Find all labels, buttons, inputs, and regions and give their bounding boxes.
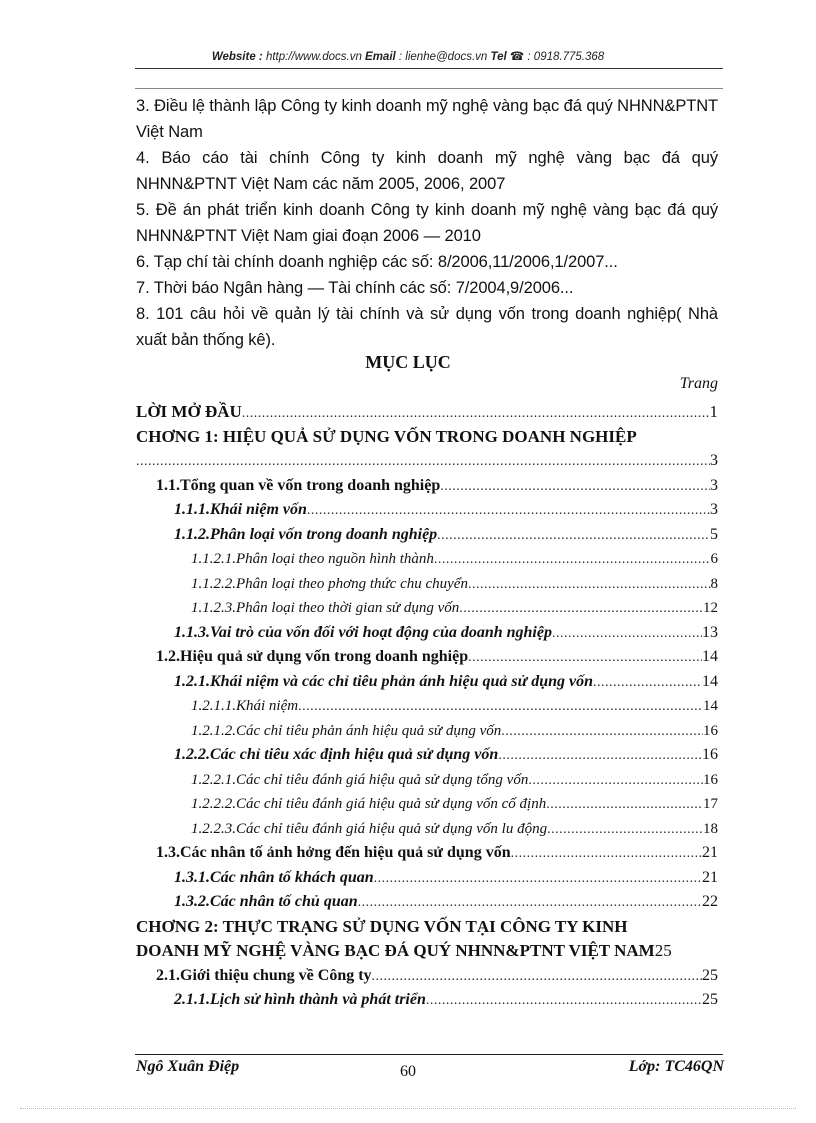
toc-entry: 1.1.2.1.Phân loại theo nguồn hình thành ..... 6 — [136, 547, 718, 572]
toc-entry: 1.3.Các nhân tố ảnh hởng đến hiệu quả sử dụng vốn ..... 21 — [136, 841, 718, 866]
reference-list — [136, 93, 718, 353]
toc-entry-chapter-1-title: CHƠNG 1: HIỆU QUẢ SỬ DỤNG VỐN TRONG DOANH NGHIỆP — [136, 426, 637, 446]
toc-entry: 1.3.1.Các nhân tố khách quan ..... 21 — [136, 866, 718, 891]
toc-entry: 1.3.2.Các nhân tố chủ quan ..... 22 — [136, 890, 718, 915]
email-label: Email — [365, 51, 396, 63]
toc-entry: 1.2.2.3.Các chỉ tiêu đánh giá hiệu quả sử dụng vốn lu động ..... 18 — [136, 817, 718, 842]
reference-item: 5. Đề án phát triển kinh doanh Công ty kinh doanh mỹ nghệ vàng bạc đá quý NHNN&PTNT Việt Nam giai đoạn 2006 — 2010 — [136, 201, 718, 245]
toc-entry: 1.2.1.1.Khái niệm ..... 14 — [136, 694, 718, 719]
website-label: Website : — [211, 51, 263, 63]
email-address: : lienhe@docs.vn — [395, 51, 491, 63]
header-divider-secondary — [135, 88, 723, 89]
toc-entry-intro: LỜI MỞ ĐẦU ..... 1 — [136, 400, 718, 425]
toc-entry: 1.2.2.2.Các chỉ tiêu đánh giá hiệu quả sử dụng vốn cố định ..... 17 — [136, 792, 718, 817]
footer-class: Lớp: TC46QN — [628, 1058, 724, 1075]
toc-entry: 1.1.1.Khái niệm vốn ..... 3 — [136, 498, 718, 523]
toc-entry: 2.1.1.Lịch sử hình thành và phát triển ..... 25 — [136, 988, 718, 1013]
reference-item: 8. 101 câu hỏi về quản lý tài chính và sử dụng vốn trong doanh nghiệp( Nhà xuất bản thống kê). — [136, 305, 718, 349]
toc-entry: 1.1.2.3.Phân loại theo thời gian sử dụng vốn ..... 12 — [136, 596, 718, 621]
tel-number: : 0918.775.368 — [524, 51, 605, 63]
footer-author: Ngô Xuân Điệp — [136, 1058, 240, 1075]
toc-entry: 1.2.2.Các chỉ tiêu xác định hiệu quả sử dụng vốn ..... 16 — [136, 743, 718, 768]
toc-entry-chapter-2-title-cont: DOANH MỸ NGHỆ VÀNG BẠC ĐÁ QUÝ NHNN&PTNT VIỆT NAM 25 — [136, 941, 672, 960]
reference-item: 7. Thời báo Ngân hàng — Tài chính các số: 7/2004,9/2006... — [136, 279, 574, 297]
toc-entry: 1.1.2.2.Phân loại theo phơng thức chu chuyển ..... 8 — [136, 572, 718, 597]
page-header — [0, 49, 816, 63]
header-divider — [135, 68, 723, 69]
table-of-contents — [136, 400, 718, 1013]
toc-entry: 1.2.1.2.Các chỉ tiêu phản ánh hiệu quả sử dụng vốn ..... 16 — [136, 719, 718, 744]
website-url: http://www.docs.vn — [262, 51, 366, 63]
toc-entry: 1.1.3.Vai trò của vốn đối với hoạt động của doanh nghiệp ..... 13 — [136, 621, 718, 646]
page-bottom-border — [20, 1108, 796, 1109]
toc-entry-chapter-2-title: CHƠNG 2: THỰC TRẠNG SỬ DỤNG VỐN TẠI CÔNG TY KINH — [136, 916, 628, 936]
footer-divider — [135, 1054, 723, 1055]
tel-label: Tel ☎ — [490, 51, 525, 63]
toc-entry: 1.2.1.Khái niệm và các chỉ tiêu phản ánh hiệu quả sử dụng vốn ..... 14 — [136, 670, 718, 695]
toc-entry: 2.1.Giới thiệu chung về Công ty ..... 25 — [136, 964, 718, 989]
toc-page-column-label: Trang — [679, 375, 718, 392]
reference-item: 6. Tạp chí tài chính doanh nghiệp các số: 8/2006,11/2006,1/2007... — [136, 253, 618, 271]
reference-item: 4. Báo cáo tài chính Công ty kinh doanh mỹ nghệ vàng bạc đá quý NHNN&PTNT Việt Nam các năm 2005, 2006, 2007 — [136, 149, 718, 193]
reference-item: 3. Điều lệ thành lập Công ty kinh doanh mỹ nghệ vàng bạc đá quý NHNN&PTNT Việt Nam — [136, 97, 718, 141]
toc-entry: 1.2.2.1.Các chỉ tiêu đánh giá hiệu quả sử dụng tổng vốn ..... 16 — [136, 768, 718, 793]
page-number: 60 — [400, 1063, 416, 1080]
toc-entry: 1.2.Hiệu quả sử dụng vốn trong doanh nghiệp ..... 14 — [136, 645, 718, 670]
toc-title: MỤC LỤC — [365, 352, 451, 372]
toc-entry-chapter-1-leader: ..... 3 — [136, 449, 718, 474]
toc-entry: 1.1.2.Phân loại vốn trong doanh nghiệp ..... 5 — [136, 523, 718, 548]
toc-entry: 1.1.Tổng quan về vốn trong doanh nghiệp ..... 3 — [136, 474, 718, 499]
